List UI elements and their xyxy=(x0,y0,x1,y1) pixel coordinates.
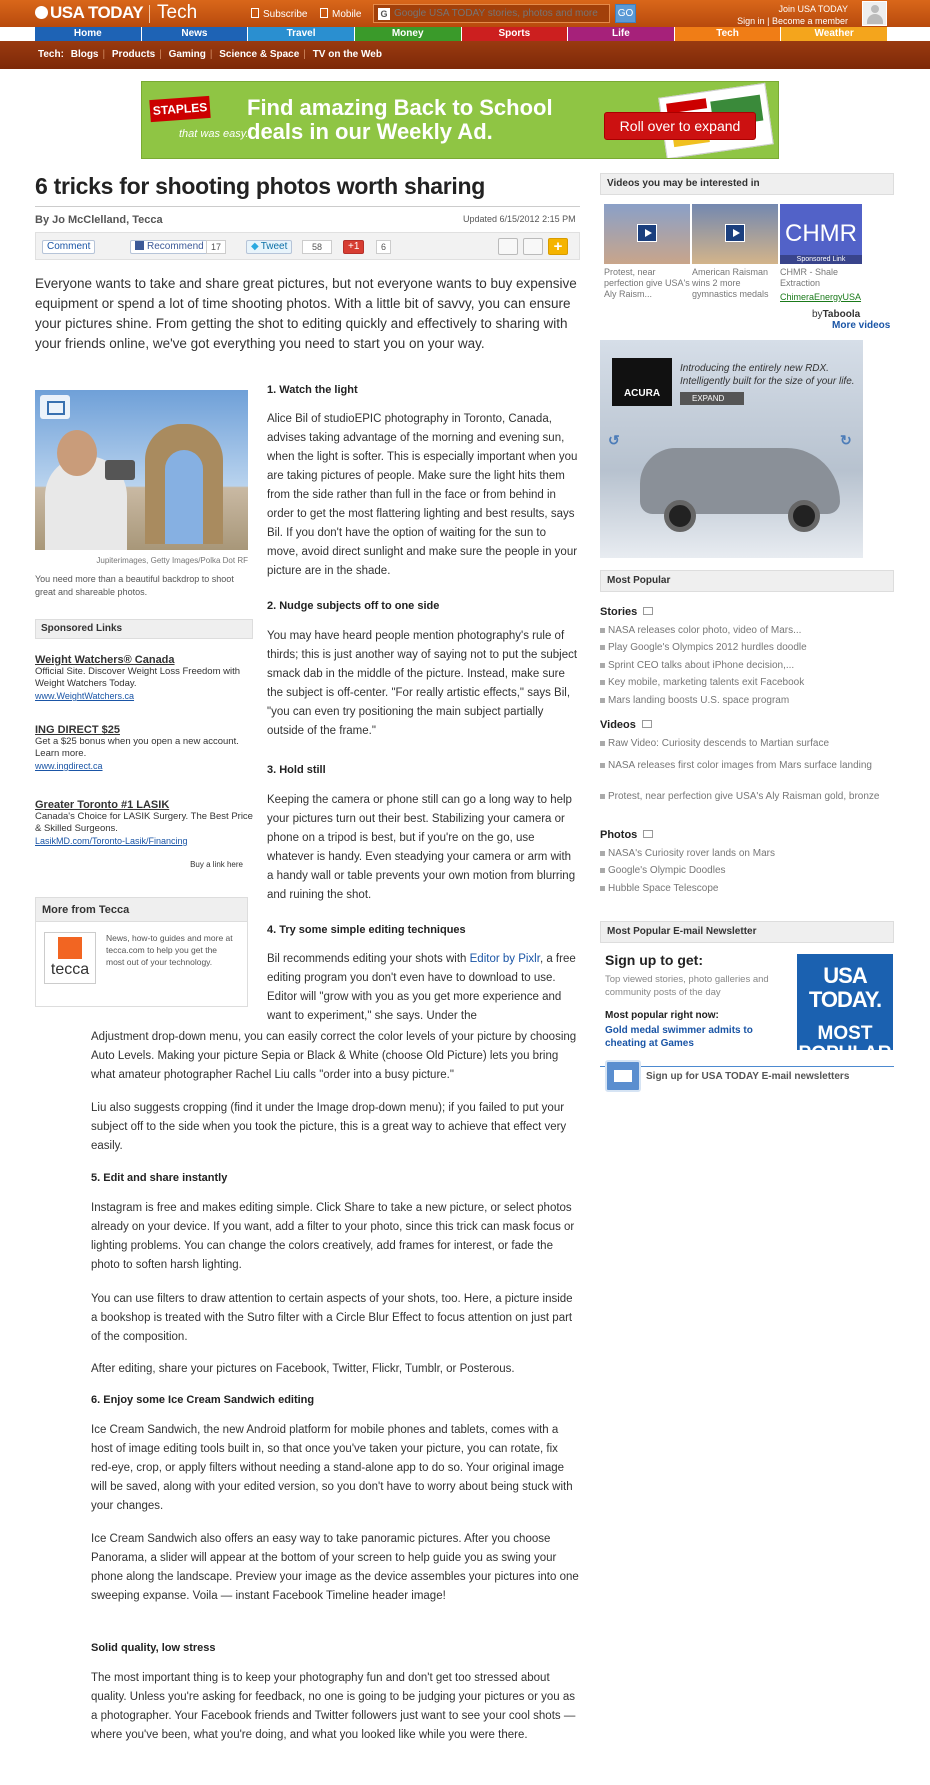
acura-expand-button[interactable]: EXPAND xyxy=(680,392,744,405)
subnav-label: Tech: xyxy=(38,49,64,60)
article-title: 6 tricks for shooting photos worth sharing xyxy=(35,173,485,199)
article-paragraph: Bil recommends editing your shots with Editor by Pixlr, a free editing program you don't even have to download to use. Editor will "grow with you as you get more experience and want to experiment," she says. Under the xyxy=(267,953,576,1022)
share-more-icon[interactable]: + xyxy=(548,238,568,255)
email-icon[interactable] xyxy=(498,238,518,255)
video-caption[interactable]: CHMR - Shale Extraction xyxy=(780,267,839,288)
nav-weather[interactable]: Weather xyxy=(781,27,888,41)
sponsored-link-url[interactable]: www.ingdirect.ca xyxy=(35,761,103,771)
sponsored-link xyxy=(35,724,253,772)
next-arrow-icon[interactable]: ↻ xyxy=(840,432,852,448)
article-paragraph: Ice Cream Sandwich also offers an easy way to take panoramic pictures. After you choose Panorama, a slider will appear at the bottom of your screen to help guide you as swing your phone along the landscape. Preview your image as the device assembles your pictures into one sweeping expanse. Voila — instant Facebook Timeline header image! xyxy=(91,1533,579,1602)
newsletter-signup-link[interactable]: Sign up for USA TODAY E-mail newsletters xyxy=(646,1071,850,1082)
acura-ad[interactable] xyxy=(600,340,863,558)
taboola-logo[interactable]: byTaboola xyxy=(812,309,861,320)
popular-story-link[interactable]: Play Google's Olympics 2012 hurdles doodle xyxy=(600,641,894,655)
account-links: Join USA TODAY Sign in | Become a member xyxy=(737,4,848,26)
nav-home[interactable]: Home xyxy=(35,27,142,41)
buy-a-link[interactable]: Buy a link here xyxy=(190,860,243,869)
usa-today-most-popular-logo: USA TODAY. MOST POPULAR xyxy=(797,954,893,1050)
section-heading: 6. Enjoy some Ice Cream Sandwich editing xyxy=(91,1394,315,1406)
staples-ad-banner[interactable] xyxy=(141,81,779,159)
acura-ad-message: Introducing the entirely new RDX. Intelligently built for the size of your life. xyxy=(680,363,855,387)
article-paragraph: Alice Bil of studioEPIC photography in Toronto, Canada, advises taking advantage of the morning and evening sun, when the light is softer. This is especially important when you are taking pictures of people. Make sure the light hits them from the side rather than full in the face or from behind in order to get the most flattering lighting and best results, says Bil. If you don't have the option of waiting for the sun to move, avoid direct sunlight and make sure the people in your picture are in the shade. xyxy=(267,413,578,577)
tecca-header: More from Tecca xyxy=(36,898,247,922)
article-paragraph: Instagram is free and makes editing simple. Click Share to take a new picture, or select photos already on your device. If you want, add a filter to your photo, since this trick can mask focus or lighting problems. You can change the colors creatively, add frames for interest, or fade the photo to soften harsh lighting. xyxy=(91,1202,575,1271)
nav-tech[interactable]: Tech xyxy=(675,27,782,41)
section-heading: 1. Watch the light xyxy=(267,384,358,396)
popular-video-link[interactable]: NASA releases first color images from Mars surface landing xyxy=(600,759,894,773)
section-name[interactable]: Tech xyxy=(157,2,198,23)
video-thumbnail[interactable] xyxy=(604,204,690,264)
search-box xyxy=(373,4,610,23)
acura-logo: ACURA xyxy=(612,358,672,406)
article-lead: Everyone wants to take and share great pictures, but not everyone wants to buy expensive equipment or spend a lot of time shooting photos. With a little bit of savvy, you can ensure your pictures shine. From getting the shot to editing quickly and effectively to sharing with your friends online, we've got everything you need to start you on your way. xyxy=(35,276,577,351)
tecca-description: News, how-to guides and more at tecca.com to help you get the most out of your technology. xyxy=(106,933,233,967)
popular-story-link[interactable]: Sprint CEO talks about iPhone decision,... xyxy=(600,659,894,673)
article-paragraph: Ice Cream Sandwich, the new Android platform for mobile phones and tablets, comes with a host of image editing tools built in, so that once you've taken your picture, you can rotate, fix red-eye, crop, or apply filters without needing a stand-alone app to do so. Your original image will be saved, along with your edited version, so you don't have to worry about being stuck with your changes. xyxy=(91,1424,573,1512)
join-link[interactable]: Join USA TODAY xyxy=(778,4,848,14)
popular-photo-link[interactable]: Hubble Space Telescope xyxy=(600,882,894,896)
most-popular-header: Most Popular xyxy=(600,570,894,592)
newsletter-description: Top viewed stories, photo galleries and community posts of the day xyxy=(605,974,769,998)
article-paragraph: Keeping the camera or phone still can go a long way to help your pictures turn out their best. Stabilizing your camera or phone on a tripod is best, but if you're on the go, use whatever is handy. Even steadying your camera or arm with a handy wall or table prevents your own motion from blurring and ruining the shot. xyxy=(267,794,576,901)
sponsored-link-url[interactable]: LasikMD.com/Toronto-Lasik/Financing xyxy=(35,836,188,846)
sign-in-link[interactable]: Sign in xyxy=(737,16,765,26)
title-divider xyxy=(35,206,580,207)
editor-by-pixlr-link[interactable]: Editor by Pixlr xyxy=(469,953,540,965)
popular-story-link[interactable]: Mars landing boosts U.S. space program xyxy=(600,694,894,708)
sponsored-link-desc: Official Site. Discover Weight Loss Freedom with Weight Watchers Today. xyxy=(35,666,241,689)
video-item[interactable] xyxy=(604,204,690,300)
mobile-link[interactable]: Mobile xyxy=(320,8,361,20)
tecca-logo[interactable]: tecca xyxy=(44,932,96,984)
staples-logo: STAPLES xyxy=(149,96,210,122)
sponsored-link-url[interactable]: www.WeightWatchers.ca xyxy=(35,691,135,701)
sponsored-link-title[interactable]: ING DIRECT $25 xyxy=(35,724,120,736)
staples-tagline: that was easy. xyxy=(179,128,249,140)
main-nav xyxy=(35,27,888,41)
article-paragraph: You may have heard people mention photography's rule of thirds; this is just another way of saying not to put the subject smack dab in the middle of the picture. Instead, make sure the subject is off-center. "For really artistic effects," says Bil, "you can even try positioning the main subject partially outside of the frame." xyxy=(267,630,578,737)
search-input[interactable] xyxy=(394,6,606,21)
video-icon xyxy=(642,720,652,728)
google-plus-button[interactable]: +1 xyxy=(343,240,364,254)
byline: By Jo McClelland, Tecca xyxy=(35,214,163,226)
sponsored-links-header: Sponsored Links xyxy=(35,619,253,639)
video-item[interactable] xyxy=(692,204,778,300)
more-videos-link[interactable]: More videos xyxy=(832,320,891,331)
popular-story-link[interactable]: NASA releases color photo, video of Mars... xyxy=(600,624,894,638)
section-heading: 5. Edit and share instantly xyxy=(91,1172,228,1184)
sponsored-link-desc: Get a $25 bonus when you open a new account. Learn more. xyxy=(35,736,239,759)
recommend-count: 17 xyxy=(206,240,226,254)
most-popular-photos-label: Photos xyxy=(600,829,653,841)
sponsored-link-title[interactable]: Weight Watchers® Canada xyxy=(35,654,175,666)
mobile-icon xyxy=(320,8,328,18)
video-sponsor-link[interactable]: ChimeraEnergyUSA xyxy=(780,292,862,302)
updated-timestamp: Updated 6/15/2012 2:15 PM xyxy=(463,214,576,224)
comment-button[interactable]: Comment xyxy=(42,240,95,254)
play-icon[interactable] xyxy=(725,224,745,242)
videos-header: Videos you may be interested in xyxy=(600,173,894,195)
photo-credit: Jupiterimages, Getty Images/Polka Dot RF xyxy=(96,556,248,565)
popular-photo-link[interactable]: NASA's Curiosity rover lands on Mars xyxy=(600,847,894,861)
photo-caption: You need more than a beautiful backdrop to shoot great and shareable photos. xyxy=(35,574,234,597)
logo-divider xyxy=(149,5,150,23)
google-plus-count: 6 xyxy=(376,240,391,254)
ad-headline: Find amazing Back to School deals in our Weekly Ad. xyxy=(247,95,553,144)
nav-life[interactable]: Life xyxy=(568,27,675,41)
sponsored-video-label: Sponsored Link xyxy=(780,255,862,264)
search-go-button[interactable]: GO xyxy=(615,4,636,23)
sponsored-video-thumbnail[interactable]: CHMR Sponsored Link xyxy=(780,204,862,264)
camera-icon xyxy=(105,460,135,480)
video-caption[interactable]: Protest, near perfection give USA's Aly Raism... xyxy=(604,267,690,299)
tweet-button[interactable]: ◆ Tweet xyxy=(246,240,292,254)
play-icon[interactable] xyxy=(637,224,657,242)
enlarge-photo-icon[interactable] xyxy=(40,395,70,419)
stories-icon xyxy=(643,607,653,615)
sub-nav: Tech: Blogs | Products | Gaming | Science & Space | TV on the Web xyxy=(0,41,930,69)
popular-story-link[interactable]: Key mobile, marketing talents exit Facebook xyxy=(600,676,894,690)
newsletter-title: Sign up to get: xyxy=(605,952,703,968)
article-paragraph: Adjustment drop-down menu, you can easily correct the color levels of your picture by choosing Auto Levels. Making your picture Sepia or Black & White (choose Old Picture) lets you bring what amateur photographer Rachel Liu calls "order into a busy picture." xyxy=(91,1031,577,1081)
article-paragraph: Liu also suggests cropping (find it under the Image drop-down menu); if you failed to put your subject off to the side when you took the picture, this is a great way to achieve that effect very easily. xyxy=(91,1102,567,1152)
newsletter-top-story-link[interactable]: Gold medal swimmer admits to cheating at Games xyxy=(605,1025,753,1049)
twitter-icon: ◆ xyxy=(251,241,259,252)
sponsored-link xyxy=(35,799,253,847)
popular-video-link[interactable]: Raw Video: Curiosity descends to Martian surface xyxy=(600,737,894,751)
newsletter-right-now-label: Most popular right now: xyxy=(605,1010,719,1021)
subnav-tv-on-the-web[interactable]: TV on the Web xyxy=(312,49,382,60)
sponsored-link xyxy=(35,654,253,702)
most-popular-videos-label: Videos xyxy=(600,719,652,731)
article-paragraph: You can use filters to draw attention to certain aspects of your shots, too. Here, a picture inside a bookshop is treated with the Sutro filter with a Circle Blur Effect to focus attention on just part of the composition. xyxy=(91,1293,573,1343)
section-heading: 3. Hold still xyxy=(267,764,326,776)
nav-money[interactable]: Money xyxy=(355,27,462,41)
video-item[interactable] xyxy=(780,204,866,303)
facebook-icon xyxy=(135,241,144,250)
photo-icon xyxy=(643,830,653,838)
print-icon[interactable] xyxy=(523,238,543,255)
subnav-blogs[interactable]: Blogs xyxy=(70,49,99,60)
tweet-count: 58 xyxy=(302,240,332,254)
google-icon: G xyxy=(378,8,390,20)
video-thumbnail[interactable] xyxy=(692,204,778,264)
envelope-icon[interactable] xyxy=(605,1060,641,1092)
nav-sports[interactable]: Sports xyxy=(462,27,569,41)
subscribe-icon xyxy=(251,8,259,18)
more-from-tecca xyxy=(35,897,248,1007)
article-paragraph: After editing, share your pictures on Facebook, Twitter, Flickr, Tumblr, or Posterous. xyxy=(91,1363,515,1375)
ad-expand-button[interactable]: Roll over to expand xyxy=(604,112,756,140)
most-popular-stories-label: Stories xyxy=(600,606,653,618)
share-bar xyxy=(35,232,580,260)
site-logo[interactable]: USA TODAY xyxy=(35,3,143,23)
nav-news[interactable]: News xyxy=(142,27,249,41)
nav-travel[interactable]: Travel xyxy=(248,27,355,41)
section-heading: Solid quality, low stress xyxy=(91,1642,216,1654)
subnav-products[interactable]: Products xyxy=(111,49,156,60)
subscribe-link[interactable]: Subscribe xyxy=(251,8,307,20)
article-photo[interactable] xyxy=(35,390,248,550)
section-heading: 4. Try some simple editing techniques xyxy=(267,924,466,936)
popular-photo-link[interactable]: Google's Olympic Doodles xyxy=(600,864,894,878)
masthead xyxy=(0,0,930,27)
subnav-science-space[interactable]: Science & Space xyxy=(219,49,300,60)
avatar-icon[interactable] xyxy=(862,1,887,26)
sponsored-link-title[interactable]: Greater Toronto #1 LASIK xyxy=(35,799,170,811)
newsletter-divider xyxy=(600,1066,894,1067)
prev-arrow-icon[interactable]: ↺ xyxy=(608,432,620,448)
article-paragraph: The most important thing is to keep your photography fun and don't get too stressed about quality. Unless you're asking for feedback, no one is going to be judging your pictures or you as a photographer. Your Facebook friends and Twitter followers just want to see your cool shots — where you've been, what you're doing, and what you looked like while you were there. xyxy=(91,1672,576,1741)
newsletter-header: Most Popular E-mail Newsletter xyxy=(600,921,894,943)
section-heading: 2. Nudge subjects off to one side xyxy=(267,600,440,612)
popular-video-link[interactable]: Protest, near perfection give USA's Aly Raisman gold, bronze xyxy=(600,790,894,804)
subnav-gaming[interactable]: Gaming xyxy=(168,49,206,60)
video-caption[interactable]: American Raisman wins 2 more gymnastics medals xyxy=(692,267,769,299)
facebook-recommend-button[interactable]: Recommend xyxy=(130,240,209,254)
sponsored-link-desc: Canada's Choice for LASIK Surgery. The Best Price & Skilled Surgeons. xyxy=(35,811,253,834)
become-member-link[interactable]: Become a member xyxy=(771,16,848,26)
